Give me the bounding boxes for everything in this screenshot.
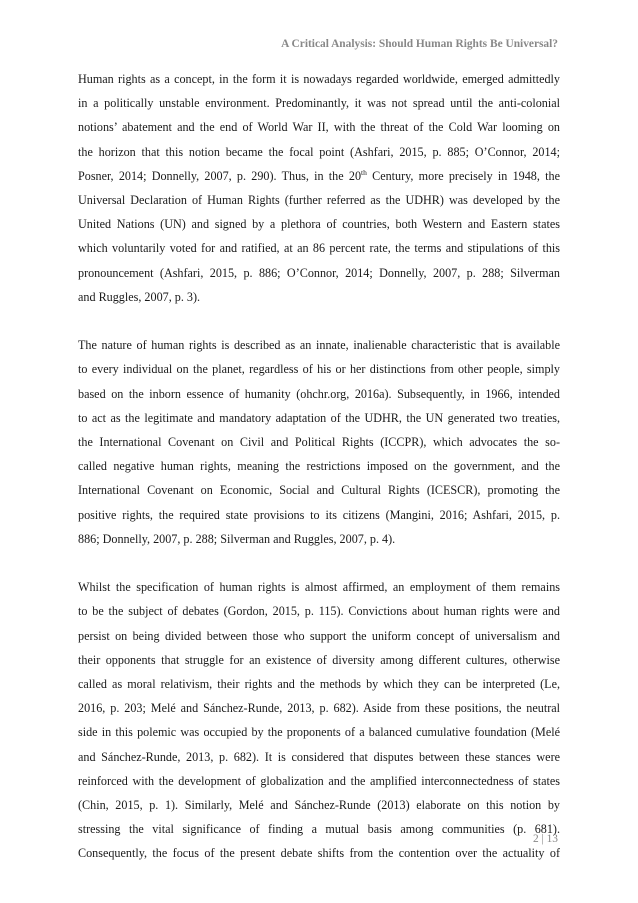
text-line: positive rights, the required state provisions to its citizens (Mangini, 2016; Ashfari, 2015, p. bbox=[78, 507, 560, 522]
text-line: The nature of human rights is described as an innate, inalienable characteristic that is available bbox=[78, 338, 560, 353]
text-line: United Nations (UN) and signed by a plethora of countries, both Western and Eastern states bbox=[78, 217, 560, 232]
text-line: 886; Donnelly, 2007, p. 288; Silverman and Ruggles, 2007, p. 4). bbox=[78, 531, 396, 546]
text-line: reinforced with the development of globalization and the amplified interconnectedness of states bbox=[78, 773, 560, 788]
paragraph-2 bbox=[78, 333, 560, 551]
text-line: Consequently, the focus of the present debate shifts from the contention over the actuality of bbox=[78, 846, 560, 861]
text-line: side in this polemic was occupied by the proponents of a balanced cumulative foundation (Melé bbox=[78, 725, 560, 740]
text-line: persist on being divided between those who support the uniform concept of universalism and bbox=[78, 628, 560, 643]
running-header: A Critical Analysis: Should Human Rights Be Universal? bbox=[281, 38, 558, 50]
text-line: called as moral relativism, their rights and the methods by which they can be interpreted (Le, bbox=[78, 677, 560, 692]
text-line: the International Covenant on Civil and Political Rights (ICCPR), which advocates the so- bbox=[78, 435, 560, 450]
text-line: to be the subject of debates (Gordon, 2015, p. 115). Convictions about human rights were and bbox=[78, 604, 560, 619]
text-line: and Sánchez-Runde, 2013, p. 682). It is considered that disputes between these stances were bbox=[78, 749, 560, 764]
text-line: based on the inborn essence of humanity (ohchr.org, 2016a). Subsequently, in 1966, intended bbox=[78, 386, 560, 401]
text-line: stressing the vital significance of finding a mutual basis among communities (p. 681). bbox=[78, 822, 560, 837]
text-line: and Ruggles, 2007, p. 3). bbox=[78, 289, 201, 304]
text-line-with-superscript bbox=[78, 164, 560, 188]
text-segment: Posner, 2014; Donnelly, 2007, p. 290). Thus, in the 20 bbox=[78, 168, 362, 183]
paragraph-3 bbox=[78, 575, 560, 865]
page-number: 2 | 13 bbox=[532, 833, 558, 845]
text-line: called negative human rights, meaning the restrictions imposed on the government, and the bbox=[78, 459, 560, 474]
text-line: Human rights as a concept, in the form it is nowadays regarded worldwide, emerged admittedly bbox=[78, 72, 560, 86]
text-line: the horizon that this notion became the focal point (Ashfari, 2015, p. 885; O’Connor, 2014; bbox=[78, 144, 560, 159]
paragraph-1 bbox=[78, 67, 560, 309]
text-line: in a politically unstable environment. Predominantly, it was not spread until the anti-colonial bbox=[78, 96, 560, 111]
text-line: Whilst the specification of human rights is almost affirmed, an employment of them remains bbox=[78, 580, 560, 595]
text-line: which voluntarily voted for and ratified, at an 86 percent rate, the terms and stipulations of this bbox=[78, 241, 560, 256]
text-line: to every individual on the planet, regardless of his or her distinctions from other people, simply bbox=[78, 362, 560, 377]
text-line: pronouncement (Ashfari, 2015, p. 886; O’Connor, 2014; Donnelly, 2007, p. 288; Silverman bbox=[78, 265, 560, 280]
text-line: 2016, p. 203; Melé and Sánchez-Runde, 2013, p. 682). Aside from these positions, the neutral bbox=[78, 701, 560, 716]
text-line: Universal Declaration of Human Rights (further referred as the UDHR) was developed by the bbox=[78, 193, 560, 208]
superscript-ordinal: th bbox=[361, 167, 367, 177]
text-line: notions’ abatement and the end of World War II, with the threat of the Cold War looming on bbox=[78, 120, 560, 135]
text-segment: Century, more precisely in 1948, the bbox=[366, 168, 560, 183]
text-line: their opponents that struggle for an existence of diversity among different cultures, otherwise bbox=[78, 652, 560, 667]
text-line: International Covenant on Economic, Social and Cultural Rights (ICESCR), promoting the bbox=[78, 483, 560, 498]
text-line: (Chin, 2015, p. 1). Similarly, Melé and Sánchez-Runde (2013) elaborate on this notion by bbox=[78, 798, 560, 813]
text-line: to act as the legitimate and mandatory adaptation of the UDHR, the UN generated two treaties, bbox=[78, 410, 560, 425]
body-text bbox=[78, 67, 560, 866]
